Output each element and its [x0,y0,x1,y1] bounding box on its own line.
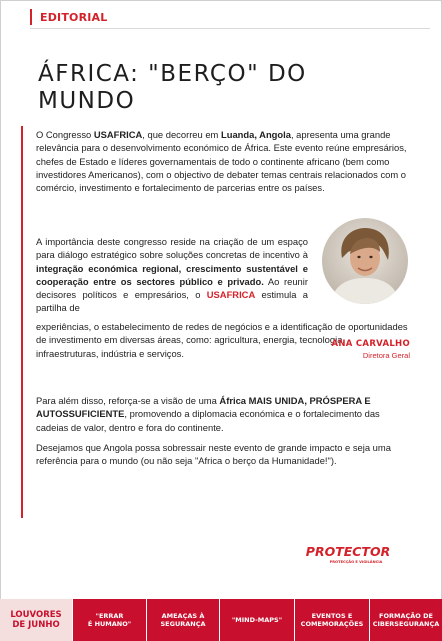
text-run: Para além disso, reforça-se a visão de uma [36,395,220,406]
text-run: O Congresso [36,129,94,140]
text-run: Desejamos que Angola possa sobressair neste evento de grande impacto e seja uma referência para o mundo (ou não seja "Africa o berço da Humanidade!"). [36,442,391,467]
title-line-1: ÁFRICA: "BERÇO" DO [38,61,307,87]
nav-label: EVENTOS E [311,612,353,620]
nav-label: LOUVORES [10,610,62,620]
paragraph-1 [36,128,408,194]
text-run: estimula a partilha de [36,289,308,314]
section-accent-bar [30,9,32,25]
nav-errar-e-humano[interactable] [73,599,147,641]
protector-logo [298,543,398,565]
nav-label: SEGURANÇA [160,620,206,628]
text-run: Ao reunir decisores políticos e empresários, o [36,275,308,301]
nav-label: "MIND-MAPS" [231,616,283,624]
portrait-image [322,218,408,304]
author-role: Diretora Geral [362,351,410,360]
text-run: experiências, o estabelecimento de redes de negócios e a identificação de oportunidades de investimento em diversas áreas, como: agricultura, energia, tecnologia, infraestruturas, indústria e serviços. [36,321,408,359]
nav-mind-maps[interactable] [220,599,295,641]
title-line-2: MUNDO [38,88,136,114]
bold-run: Luanda, Angola [220,129,291,140]
section-tab [30,7,107,27]
nav-eventos-e-comemoracoes[interactable] [295,599,370,641]
nav-label: AMEAÇAS À [161,612,205,620]
text-run: , que decorreu em [142,129,221,140]
nav-label: "ERRAR [95,612,124,620]
svg-text:PROTECTOR: PROTECTOR [305,544,391,559]
bold-run: África MAIS UNIDA, PRÓSPERA E AUTOSSUFICIENTE [36,395,371,420]
nav-label: É HUMANO" [87,620,132,628]
nav-label: CIBERSEGURANÇA [372,620,440,628]
text-run: , apresenta uma grande relevância para o desenvolvimento económico de África. Este evento reúne empresários, chefes de Estado e líderes governamentais de todo o continente africano (bem como investidores Americanos), com o objectivo de debater temas centrais relacionados com o comércio, investimento e fortalecimento de parcerias entre os países. [36,129,407,194]
section-label: EDITORIAL [40,10,108,24]
nav-label: COMEMORAÇÕES [300,620,364,628]
text-run: A importância deste congresso reside na criação de um espaço para diálogo estratégico sobre soluções concretas de incentivo à [36,236,308,261]
text-run: , promovendo a diplomacia económica e o fortalecimento das cadeias de valor, dentro e fora do continente. [36,408,380,433]
nav-label: FORMAÇÃO DE [379,612,433,620]
svg-text:PROTECÇÃO E VIGILÂNCIA: PROTECÇÃO E VIGILÂNCIA [329,560,383,564]
nav-label: DE JUNHO [12,620,60,630]
highlight-run: USAFRICA [206,289,256,301]
section-divider [30,28,430,29]
column-accent-rule [21,126,23,518]
author-portrait [322,218,408,304]
nav-louvores-de-junho[interactable] [0,599,73,641]
bold-run: USAFRICA [93,129,143,140]
article-title [38,61,418,115]
logo-graphic [298,543,398,565]
nav-formacao-de-ciberseguranca[interactable] [370,599,442,641]
paragraph-4 [36,441,408,468]
bold-run: integração económica regional, crescimento sustentável e cooperação entre os sectores público e privado. [36,262,308,287]
bottom-nav [0,599,442,641]
nav-ameacas-a-seguranca[interactable] [147,599,220,641]
paragraph-3 [36,394,408,434]
author-name: ANA CARVALHO [331,339,410,349]
paragraph-2 [36,235,308,315]
